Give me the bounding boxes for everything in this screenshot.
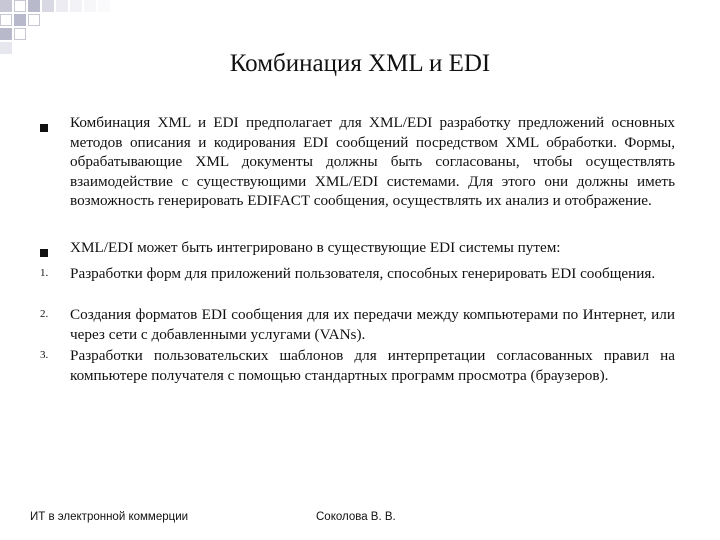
list-marker-3: 3.	[40, 349, 49, 361]
list-item-3: Разработки пользовательских шаблонов для интерпретации согласованных правил на компьютере получателя с помощью стандартных программ просмотра (браузеров).	[70, 347, 675, 384]
paragraph-1: Комбинация XML и EDI предполагает для XML/EDI разработку предложений основных методов описания и кодирования EDI сообщений посредством XML обработки. Формы, обрабатывающие XML документы должны быть согласованы, чтобы осуществлять взаимодействие с существующими XML/EDI системами. Для этого они должны иметь возможность генерировать EDIFACT сообщения, осуществлять их анализ и отображение.	[70, 114, 675, 209]
footer-left: ИТ в электронной коммерции	[30, 511, 189, 523]
list-marker-1: 1.	[40, 267, 49, 279]
list-item-2: Создания форматов EDI сообщения для их передачи между компьютерами по Интернет, или через сети с добавленными услугами (VANs).	[70, 306, 675, 343]
list-item-1: Разработки форм для приложений пользователя, способных генерировать EDI сообщения.	[70, 265, 656, 282]
footer-center: Соколова В. В.	[316, 511, 396, 523]
bullet-square-icon	[40, 249, 48, 257]
slide-title: Комбинация XML и EDI	[229, 50, 491, 77]
paragraph-2: XML/EDI может быть интегрировано в существующие EDI системы путем:	[70, 239, 561, 256]
list-marker-2: 2.	[40, 308, 49, 320]
bullet-square-icon	[40, 124, 48, 132]
